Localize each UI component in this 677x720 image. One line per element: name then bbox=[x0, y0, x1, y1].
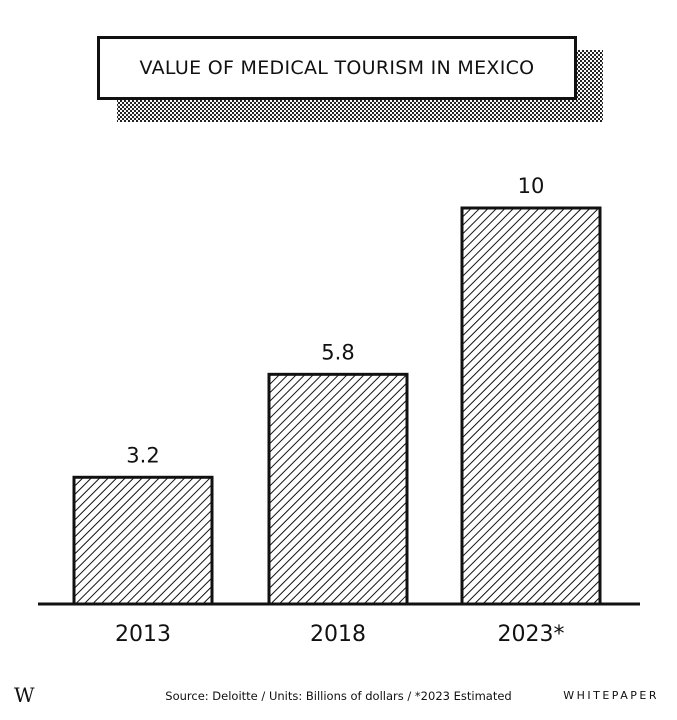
bars-layer bbox=[74, 174, 600, 647]
x-tick-label: 2013 bbox=[115, 622, 171, 647]
bar-2013 bbox=[74, 477, 212, 604]
brand-name: WHITEPAPER bbox=[563, 689, 659, 702]
chart-title: VALUE OF MEDICAL TOURISM IN MEXICO bbox=[139, 57, 535, 79]
x-tick-label: 2023* bbox=[497, 622, 565, 647]
value-label: 5.8 bbox=[321, 340, 355, 365]
title-box bbox=[97, 36, 577, 100]
brand-logo-mark: W bbox=[14, 683, 35, 707]
value-label: 10 bbox=[517, 174, 545, 198]
bar-2018 bbox=[269, 374, 407, 604]
source-note: Source: Deloitte / Units: Billions of dollars / *2023 Estimated bbox=[165, 689, 512, 703]
x-tick-label: 2018 bbox=[310, 622, 366, 647]
value-label: 3.2 bbox=[126, 443, 160, 468]
bar-2023 bbox=[462, 208, 600, 604]
